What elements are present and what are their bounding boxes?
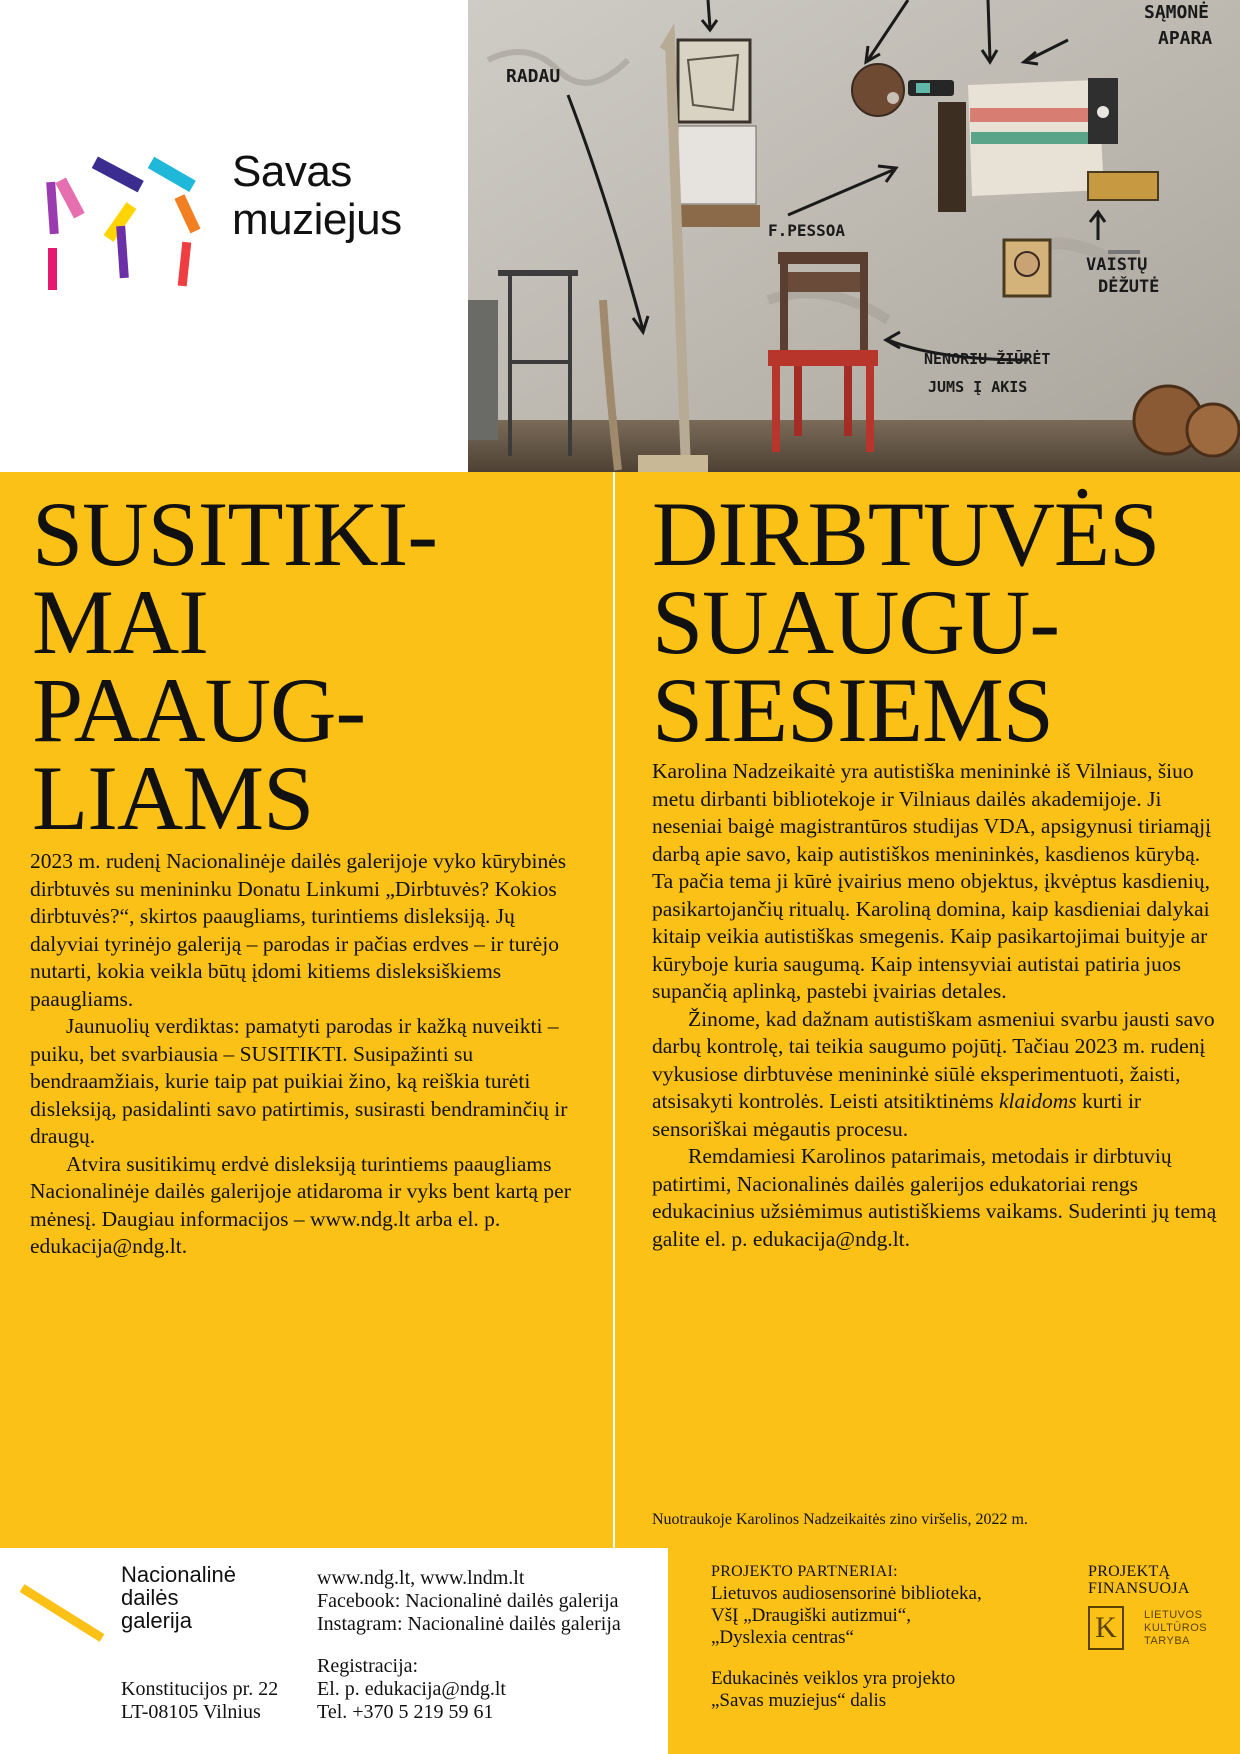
savas-muziejus-logo (0, 0, 468, 472)
photo-caption: Nuotraukoje Karolinos Nadzeikaitės zino viršelis, 2022 m. (652, 1511, 1028, 1528)
right-paragraph-2-start: Žinome, kad dažnam autistiškam asmeniui svarbu jausti savo darbų kontrolę, tai teikia saugumo pojūtį. Tačiau 2023 m. rudenį vykusiose dirbtuvėse menininkė siūlė eksperimentuoti, žaisti, atsisakyti kontrolės. Leisti atsitiktinėms (652, 1006, 1215, 1113)
right-headline-line-2: SUAUGU- (652, 571, 1059, 673)
right-paragraph-1: Karolina Nadzeikaitė yra autistiška menininkė iš Vilniaus, šiuo metu dirbanti bibliotekoje ir Vilniaus dailės akademijoje. Ji neseniai baigė magistrantūros studijas VDA, apsigynusi tiriamąjį darbą apie savo, kaip autistiškos menininkės, kasdienos kūrybą. Ta pačia tema ji kūrė įvairius meno objektus, įkvėptus kasdienių, pasikartojančių ritualų. Karoliną domina, kaip kasdieniai dalykai kitaip veikia autistiškas smegenis. Kaip pasikartojimai buityje ar kūryboje kuria saugumą. Kaip intensyviai autistai patiria juos supančią aplinką, pastebi įvairias detales. (652, 759, 1212, 1003)
registration (317, 1655, 506, 1724)
address-line: LT-08105 Vilnius (121, 1701, 261, 1723)
ltb-name-line: LIETUVOS (1144, 1609, 1203, 1621)
project-note (711, 1668, 955, 1712)
annotation-jums: JUMS Į AKIS (928, 378, 1028, 396)
right-headline (652, 483, 1160, 761)
project-note-line: „Savas muziejus“ dalis (711, 1690, 887, 1711)
left-headline (32, 483, 437, 849)
partners-label: PROJEKTO PARTNERIAI: (711, 1563, 898, 1580)
right-column (615, 472, 1240, 1548)
web-links (317, 1567, 621, 1636)
right-headline-line-1: DIRBTUVĖS (652, 483, 1160, 585)
funder-label-line: FINANSUOJA (1088, 1580, 1190, 1597)
left-column (0, 472, 613, 1548)
right-paragraph-2-end: kurti ir sensoriškai mėgautis procesu. (652, 1089, 1142, 1141)
right-body (652, 758, 1217, 1253)
logo-line-1: Savas (232, 147, 352, 196)
right-headline-line-3: SIESIEMS (652, 659, 1053, 761)
annotation-samone: SĄMONĖ (1144, 2, 1210, 23)
partner-item: Lietuvos audiosensorinė biblioteka, (711, 1583, 982, 1604)
left-headline-line-1: SUSITIKI- (32, 483, 437, 585)
annotation-radau: RADAU (506, 66, 561, 87)
annotation-dezute: DĖŽUTĖ (1098, 277, 1160, 297)
registration-email[interactable]: El. p. edukacija@ndg.lt (317, 1678, 506, 1700)
left-headline-line-2: MAI (32, 571, 208, 673)
ndg-name-line: dailės (121, 1585, 179, 1610)
annotation-nenoriu: NENORIU ŽIŪRĖT (924, 350, 1051, 368)
partner-item: „Dyslexia centras“ (711, 1627, 854, 1648)
left-paragraph: 2023 m. rudenį Nacionalinėje dailės galerijoje vyko kūrybinės dirbtuvės su menininku Donatu Linkumi „Dirbtuvės? Kokios dirbtuvės?“, skirtos paaugliams, turintiems disleksiją. Jų dalyviai tyrinėjo galeriją – parodas ir pačias erdves – ir turėjo nutarti, kokia veikla būtų įdomi kitiems disleksiškiems paaugliams. (30, 849, 567, 1011)
ndg-name (121, 1563, 236, 1632)
annotation-apara: APARA (1158, 28, 1213, 49)
ndg-logo-mark (18, 1582, 110, 1646)
right-paragraph-3: Remdamiesi Karolinos patarimais, metodais ir dirbtuvių patirtimi, Nacionalinės dailės galerijos edukatoriai rengs edukacinius užsiėmimus autistiškiems vaikams. Suderinti jų temą galite el. p. edukacija@ndg.lt. (652, 1144, 1217, 1251)
annotation-vaistu: VAISTŲ (1086, 255, 1148, 275)
ndg-name-line: galerija (121, 1608, 192, 1633)
project-note-line: Edukacinės veiklos yra projekto (711, 1668, 956, 1689)
logo-line-2: muziejus (232, 195, 402, 244)
ltb-name-line: TARYBA (1144, 1635, 1190, 1647)
left-body (30, 848, 585, 1261)
partner-item: VšĮ „Draugiški autizmui“, (711, 1605, 911, 1626)
registration-label: Registracija: (317, 1655, 419, 1677)
ndg-name-line: Nacionalinė (121, 1562, 236, 1587)
ltb-name-line: KULTŪROS (1144, 1622, 1208, 1634)
funder-label-line: PROJEKTĄ (1088, 1563, 1171, 1580)
ltb-name (1144, 1609, 1207, 1648)
studio-wall-photo-drawing (468, 0, 1240, 472)
right-paragraph-2-italic: klaidoms (998, 1089, 1077, 1113)
annotation-pessoa: F.PESSOA (768, 221, 846, 240)
left-headline-line-3: PAAUG- (32, 659, 366, 761)
address-line: Konstitucijos pr. 22 (121, 1678, 279, 1700)
facebook-link[interactable]: Facebook: Nacionalinė dailės galerija (317, 1590, 619, 1612)
left-paragraph: Jaunuolių verdiktas: pamatyti parodas ir kažką nuveikti – puiku, bet svarbiausia – SUSITIKTI. Susipažinti su bendraamžiais, kurie taip pat puikiai žino, ką reiškia turėti disleksiją, pasidalinti savo patirtimis, susirasti bendraminčių ir draugų. (30, 1014, 568, 1148)
left-paragraph: Atvira susitikimų erdvė disleksiją turintiems paaugliams Nacionalinėje dailės galerijoje atidaroma ir vyks bent kartą per mėnesį. Daugiau informacijos – www.ndg.lt arba el. p. edukacija@ndg.lt. (30, 1151, 571, 1258)
instagram-link[interactable]: Instagram: Nacionalinė dailės galerija (317, 1613, 621, 1635)
ltb-logo-icon: K (1088, 1606, 1124, 1650)
savas-muziejus-logo-mark (44, 150, 214, 292)
registration-phone[interactable]: Tel. +370 5 219 59 61 (317, 1701, 494, 1723)
partners-list (711, 1583, 982, 1649)
website-link[interactable]: www.ndg.lt, www.lndm.lt (317, 1567, 525, 1589)
address (121, 1678, 278, 1724)
right-paragraph-2 (652, 1006, 1217, 1144)
funder-label (1088, 1563, 1190, 1597)
left-headline-line-4: LIAMS (32, 747, 314, 849)
logo-text (232, 148, 402, 244)
studio-wall-photo (468, 0, 1240, 472)
